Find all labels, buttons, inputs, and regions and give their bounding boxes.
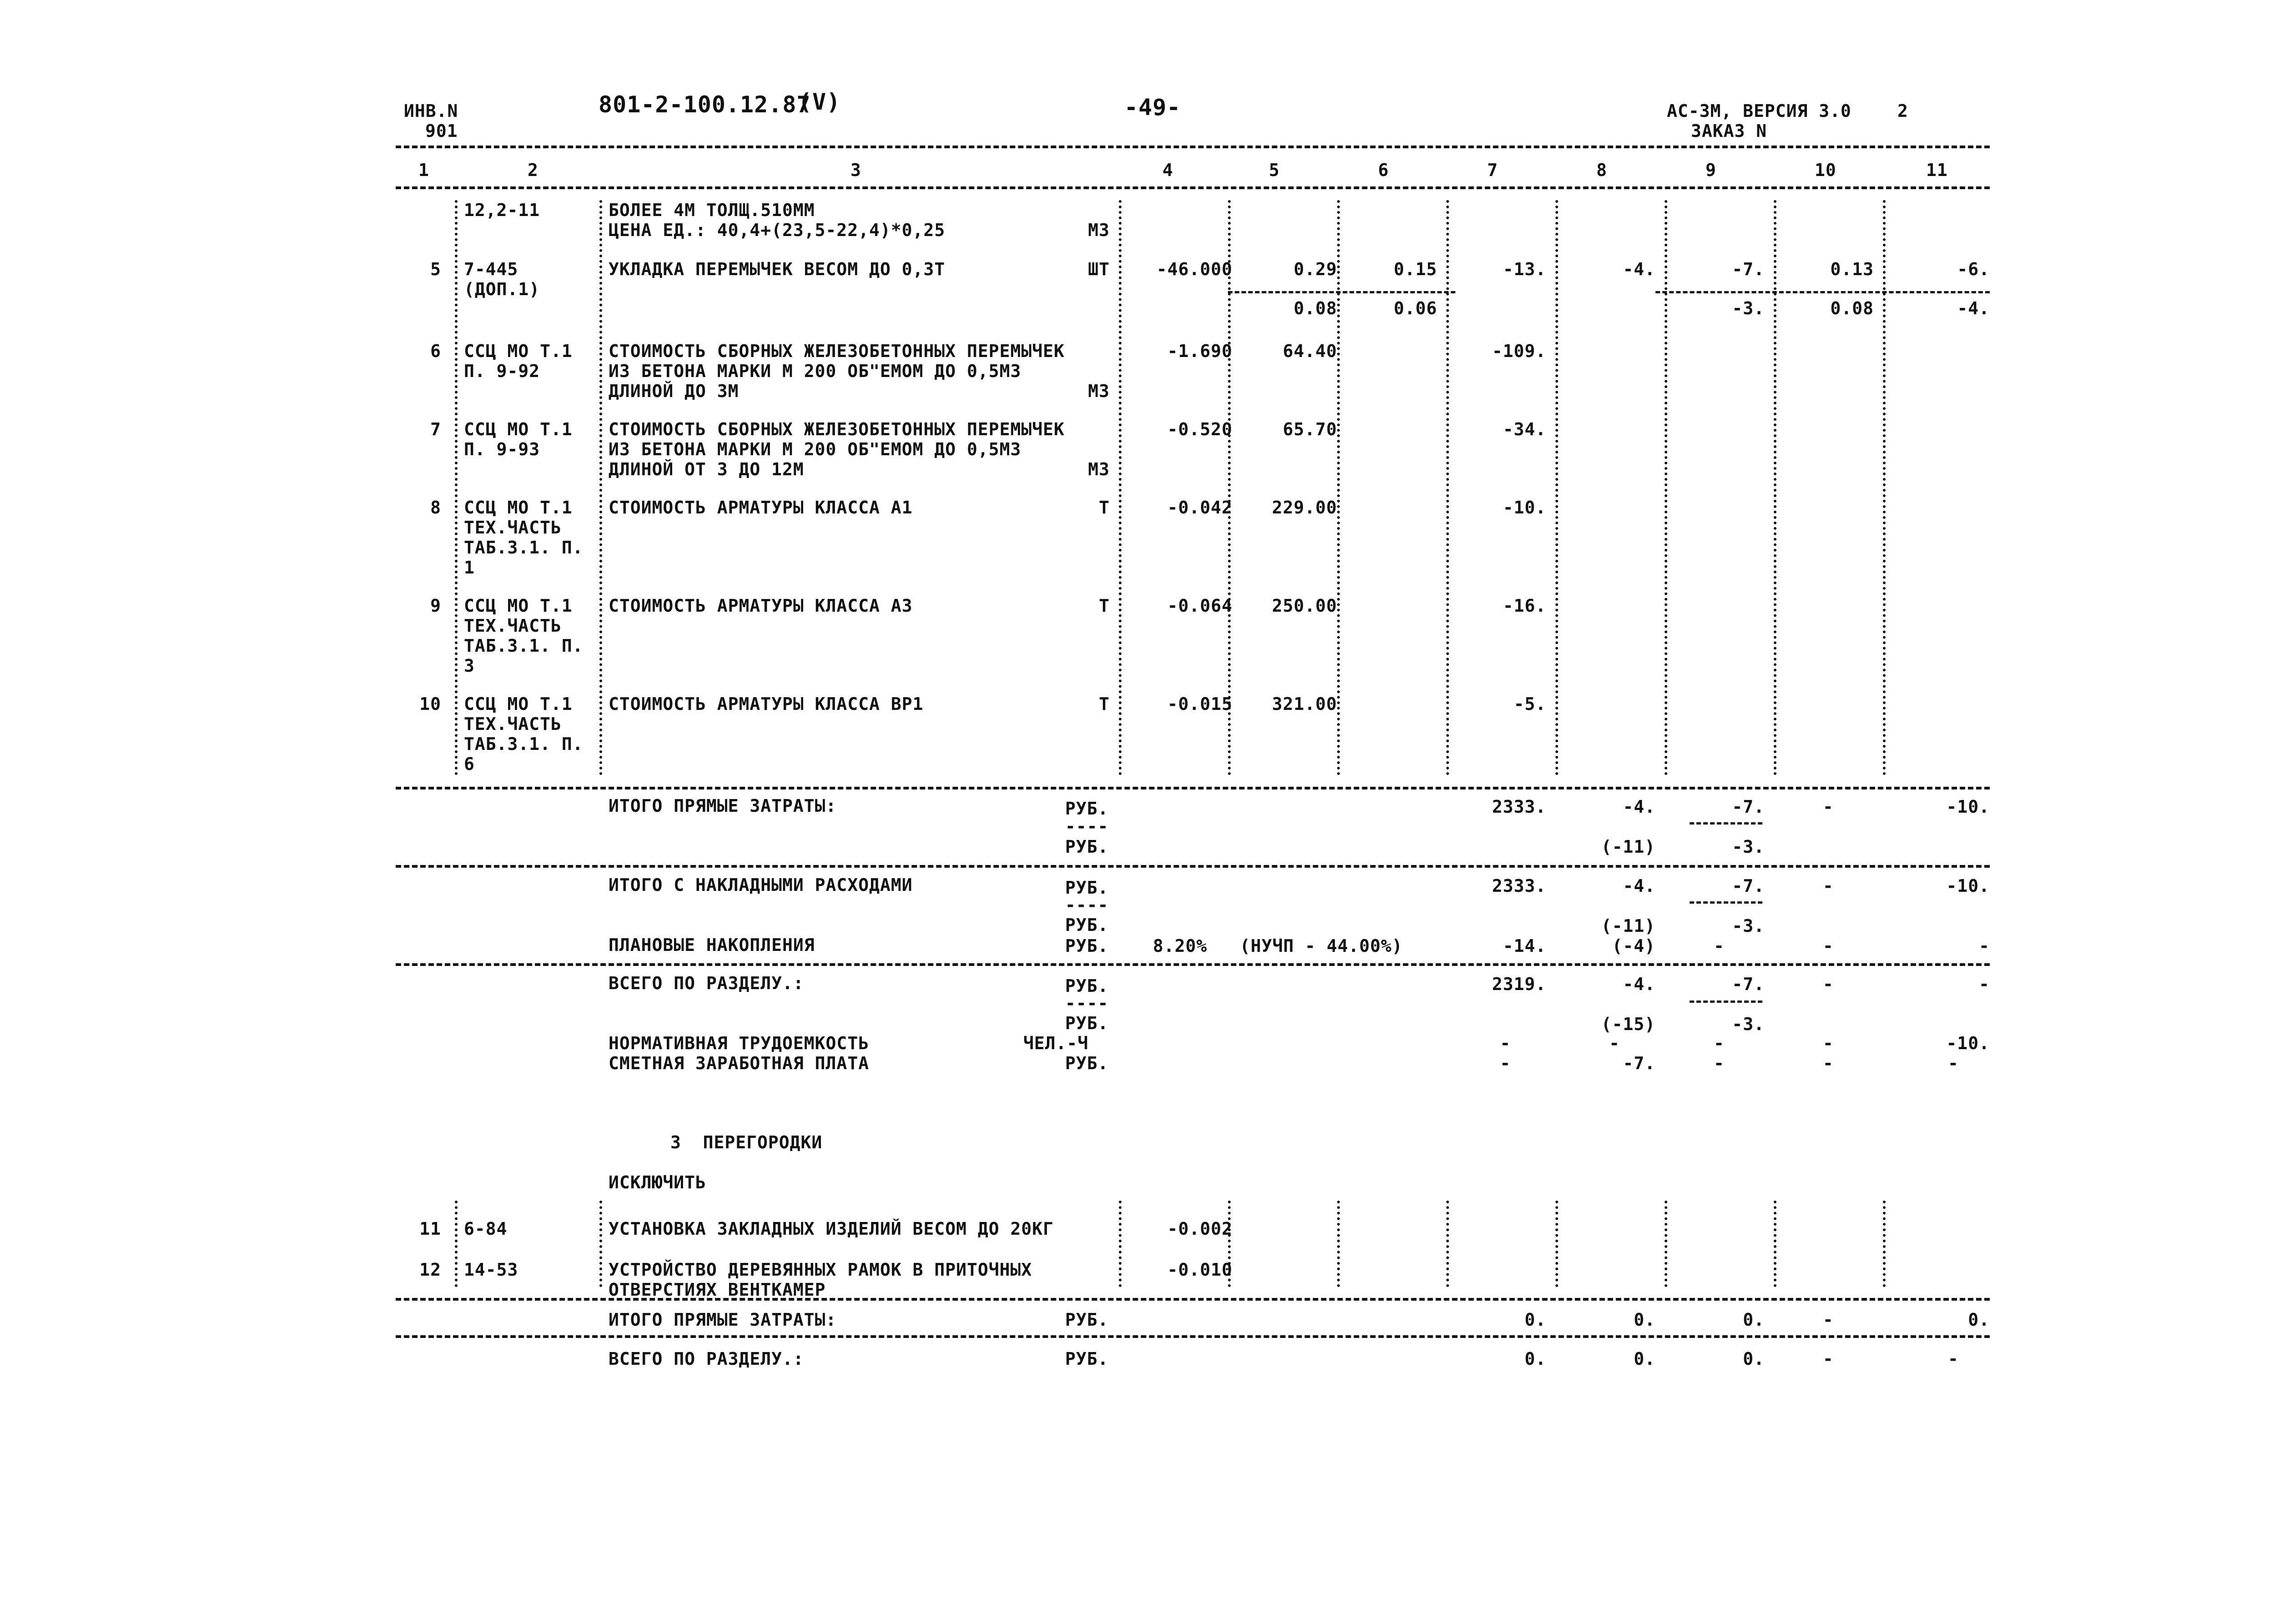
wage-unit: РУБ. <box>1065 1053 1109 1073</box>
wage-c7: - <box>1500 1053 1511 1073</box>
row-code-line: ТЕХ.ЧАСТЬ <box>464 714 562 734</box>
wage-c10: - <box>1823 1053 1834 1073</box>
total-direct-c11: -10. <box>1946 797 1990 817</box>
row-value-c4: -0.520 <box>1167 419 1233 439</box>
subrule-section <box>1690 1001 1762 1003</box>
total-overhead-c9: -7. <box>1732 876 1765 896</box>
total-overhead-c11: -10. <box>1946 876 1990 896</box>
column-separator-1 <box>455 200 458 775</box>
section-total-c9: -7. <box>1732 974 1765 994</box>
row-code-line: 1 <box>464 558 475 578</box>
row-description-line: ИЗ БЕТОНА МАРКИ М 200 ОБ"ЕМОМ ДО 0,5М3 <box>609 361 1021 381</box>
section-total-c9b: -3. <box>1732 1014 1765 1034</box>
row-description-line: ДЛИНОЙ ДО 3М <box>609 381 739 401</box>
s3-column-separator-3 <box>1119 1201 1122 1287</box>
s3-row-code: 6-84 <box>464 1219 508 1239</box>
s3-direct-c11: 0. <box>1968 1310 1990 1330</box>
row-value-c5: 64.40 <box>1283 341 1337 361</box>
row-code-line: П. 9-93 <box>464 439 540 459</box>
row-code-line: ТАБ.3.1. П. <box>464 636 584 656</box>
row-value-c5: 0.08 <box>1293 298 1337 318</box>
row-unit: М3 <box>1088 381 1110 401</box>
row-number: 10 <box>419 694 441 714</box>
s3-row-description-line: УСТРОЙСТВО ДЕРЕВЯННЫХ РАМОК В ПРИТОЧНЫХ <box>609 1260 1032 1280</box>
row-value-c5: 321.00 <box>1272 694 1337 714</box>
s3-column-separator-1 <box>455 1201 458 1287</box>
row-code-line: ТЕХ.ЧАСТЬ <box>464 616 562 636</box>
s3-row-value-c4: -0.010 <box>1167 1260 1233 1280</box>
row-description-line: СТОИМОСТЬ АРМАТУРЫ КЛАССА А3 <box>609 596 913 616</box>
section-total-unit-2: РУБ. <box>1065 1013 1109 1033</box>
section-total-c8: -4. <box>1623 974 1655 994</box>
column-number-7: 7 <box>1487 160 1498 180</box>
rule-after-planned <box>396 963 1990 966</box>
inventory-label: ИНВ.N <box>404 101 458 121</box>
s3-row-description-line: УСТАНОВКА ЗАКЛАДНЫХ ИЗДЕЛИЙ ВЕСОМ ДО 20КГ <box>609 1219 1054 1239</box>
planned-savings-c8: (-4) <box>1612 936 1655 956</box>
row-code-line: 3 <box>464 656 475 676</box>
rule-after-direct <box>396 865 1990 868</box>
s3-direct-unit: РУБ. <box>1065 1310 1109 1330</box>
row-value-c7: -5. <box>1514 694 1546 714</box>
s3-direct-c7: 0. <box>1524 1310 1546 1330</box>
rule-header <box>396 186 1990 189</box>
program-name: АС-3М, ВЕРСИЯ 3.0 <box>1667 101 1851 121</box>
s3-column-separator-5 <box>1337 1201 1340 1287</box>
total-direct-c8b: (-11) <box>1601 837 1655 857</box>
total-direct-c9: -7. <box>1732 797 1765 817</box>
row-value-c10: 0.08 <box>1830 298 1874 318</box>
planned-savings-c7: -14. <box>1503 936 1546 956</box>
total-direct-dashes: ---- <box>1065 816 1109 836</box>
row-value-c5: 65.70 <box>1283 419 1337 439</box>
row-value-c4: -46.000 <box>1156 259 1233 279</box>
row-description-line: ИЗ БЕТОНА МАРКИ М 200 ОБ"ЕМОМ ДО 0,5М3 <box>609 439 1021 459</box>
s3-row-value-c4: -0.002 <box>1167 1219 1233 1239</box>
total-overhead-c8: -4. <box>1623 876 1655 896</box>
s3-column-separator-10 <box>1883 1201 1886 1287</box>
row-value-c9: -7. <box>1732 259 1765 279</box>
row-code-line: ТЕХ.ЧАСТЬ <box>464 518 562 538</box>
column-separator-9 <box>1774 200 1776 775</box>
row-unit: М3 <box>1088 459 1110 479</box>
column-separator-5 <box>1337 200 1340 775</box>
row-value-c6: 0.15 <box>1394 259 1437 279</box>
row-value-c4: -0.015 <box>1167 694 1233 714</box>
row-code-line: ССЦ МО Т.1 <box>464 341 573 361</box>
planned-savings-unit: РУБ. <box>1065 936 1109 956</box>
total-overhead-unit: РУБ. <box>1065 878 1109 898</box>
section-total-unit: РУБ. <box>1065 976 1109 996</box>
total-overhead-label: ИТОГО С НАКЛАДНЫМИ РАСХОДАМИ <box>609 875 913 895</box>
planned-savings-c11: - <box>1979 936 1990 956</box>
row-code-line: ССЦ МО Т.1 <box>464 419 573 439</box>
total-overhead-dashes: ---- <box>1065 895 1109 915</box>
subrule-overhead <box>1690 901 1762 904</box>
wage-c11: - <box>1948 1053 1959 1073</box>
rule-top <box>396 146 1990 148</box>
rule-s3-a <box>396 1298 1990 1301</box>
column-separator-8 <box>1665 200 1667 775</box>
column-number-4: 4 <box>1162 160 1173 180</box>
section3-exclude: ИСКЛЮЧИТЬ <box>609 1172 706 1192</box>
s3-row-number: 11 <box>419 1219 441 1239</box>
row-value-c7: -13. <box>1503 259 1546 279</box>
row-value-c4: -0.042 <box>1167 498 1233 518</box>
row-value-c8: -4. <box>1623 259 1655 279</box>
column-number-6: 6 <box>1378 160 1389 180</box>
s3-section-c7: 0. <box>1524 1349 1546 1369</box>
total-overhead-unit-2: РУБ. <box>1065 915 1109 935</box>
row-unit: Т <box>1099 596 1110 616</box>
column-number-10: 10 <box>1815 160 1836 180</box>
total-direct-unit: РУБ. <box>1065 799 1109 819</box>
row-number: 7 <box>430 419 441 439</box>
rule-after-rows <box>396 787 1990 789</box>
subrule-row5-b <box>1655 291 1990 293</box>
section-total-dashes: ---- <box>1065 993 1109 1013</box>
row-description-line: ЦЕНА ЕД.: 40,4+(23,5-22,4)*0,25 <box>609 220 946 240</box>
s3-direct-c8: 0. <box>1634 1310 1655 1330</box>
planned-savings-label: ПЛАНОВЫЕ НАКОПЛЕНИЯ <box>609 935 815 955</box>
row-value-c9: -3. <box>1732 298 1765 318</box>
planned-savings-c9: - <box>1714 936 1725 956</box>
row-description-line: УКЛАДКА ПЕРЕМЫЧЕК ВЕСОМ ДО 0,3Т <box>609 259 946 279</box>
wage-c9: - <box>1714 1053 1725 1073</box>
row-code-line: ТАБ.3.1. П. <box>464 538 584 558</box>
labor-c7: - <box>1500 1033 1511 1053</box>
labor-c11: -10. <box>1946 1033 1990 1053</box>
total-direct-c10: - <box>1823 797 1834 817</box>
s3-section-c8: 0. <box>1634 1349 1655 1369</box>
section-total-label: ВСЕГО ПО РАЗДЕЛУ.: <box>609 973 804 993</box>
row-value-c7: -34. <box>1503 419 1546 439</box>
total-direct-c8: -4. <box>1623 797 1655 817</box>
row-value-c4: -0.064 <box>1167 596 1233 616</box>
section3-title: 3 ПЕРЕГОРОДКИ <box>670 1132 823 1152</box>
rule-s3-b <box>396 1335 1990 1338</box>
planned-savings-c10: - <box>1823 936 1834 956</box>
labor-unit: ЧЕЛ.-Ч <box>1023 1033 1089 1053</box>
column-separator-6 <box>1446 200 1449 775</box>
column-number-11: 11 <box>1926 160 1948 180</box>
s3-section-c10: - <box>1823 1349 1834 1369</box>
s3-row-code: 14-53 <box>464 1260 518 1280</box>
labor-c9: - <box>1714 1033 1725 1053</box>
row-unit: Т <box>1099 694 1110 714</box>
column-separator-4 <box>1228 200 1231 775</box>
column-number-1: 1 <box>418 160 429 180</box>
labor-label: НОРМАТИВНАЯ ТРУДОЕМКОСТЬ <box>609 1033 870 1053</box>
s3-section-label: ВСЕГО ПО РАЗДЕЛУ.: <box>609 1349 804 1369</box>
column-separator-7 <box>1555 200 1558 775</box>
row-number: 6 <box>430 341 441 361</box>
row-number: 5 <box>430 259 441 279</box>
row-value-c5: 0.29 <box>1293 259 1337 279</box>
document-version: (V) <box>798 89 841 115</box>
total-direct-unit-2: РУБ. <box>1065 837 1109 857</box>
page-number: -49- <box>1124 94 1181 121</box>
row-value-c6: 0.06 <box>1394 298 1437 318</box>
column-separator-2 <box>599 200 602 775</box>
inventory-number: 901 <box>425 121 458 141</box>
order-number: ЗАКАЗ N <box>1691 121 1767 141</box>
s3-direct-label: ИТОГО ПРЯМЫЕ ЗАТРАТЫ: <box>609 1310 837 1330</box>
s3-section-unit: РУБ. <box>1065 1349 1109 1369</box>
row-number: 8 <box>430 498 441 518</box>
row-value-c7: -109. <box>1492 341 1546 361</box>
program-page: 2 <box>1897 101 1908 121</box>
section-total-c8b: (-15) <box>1601 1014 1655 1034</box>
subrule-row5-a <box>1228 291 1455 293</box>
s3-direct-c9: 0. <box>1743 1310 1765 1330</box>
s3-direct-c10: - <box>1823 1310 1834 1330</box>
wage-label: СМЕТНАЯ ЗАРАБОТНАЯ ПЛАТА <box>609 1053 870 1073</box>
row-code-line: ТАБ.3.1. П. <box>464 734 584 754</box>
row-description-line: СТОИМОСТЬ СБОРНЫХ ЖЕЛЕЗОБЕТОННЫХ ПЕРЕМЫЧЕК <box>609 341 1065 361</box>
row-unit: М3 <box>1088 220 1110 240</box>
s3-section-c9: 0. <box>1743 1349 1765 1369</box>
section-total-c11: - <box>1979 974 1990 994</box>
labor-c8: - <box>1609 1033 1620 1053</box>
row-code-line: ССЦ МО Т.1 <box>464 694 573 714</box>
row-code-line: ССЦ МО Т.1 <box>464 596 573 616</box>
row-code-line: П. 9-92 <box>464 361 540 381</box>
row-value-c10: 0.13 <box>1830 259 1874 279</box>
row-number: 9 <box>430 596 441 616</box>
row-value-c11: -4. <box>1957 298 1990 318</box>
s3-column-separator-9 <box>1774 1201 1776 1287</box>
row-value-c4: -1.690 <box>1167 341 1233 361</box>
column-separator-10 <box>1883 200 1886 775</box>
s3-column-separator-4 <box>1228 1201 1231 1287</box>
total-direct-label: ИТОГО ПРЯМЫЕ ЗАТРАТЫ: <box>609 796 837 816</box>
row-description-line: СТОИМОСТЬ СБОРНЫХ ЖЕЛЕЗОБЕТОННЫХ ПЕРЕМЫЧЕК <box>609 419 1065 439</box>
wage-c8: -7. <box>1623 1053 1655 1073</box>
labor-c10: - <box>1823 1033 1834 1053</box>
s3-column-separator-2 <box>599 1201 602 1287</box>
column-number-5: 5 <box>1269 160 1280 180</box>
row-code-line: 7-445 <box>464 259 518 279</box>
column-number-3: 3 <box>850 160 861 180</box>
s3-column-separator-7 <box>1555 1201 1558 1287</box>
row-value-c7: -16. <box>1503 596 1546 616</box>
column-number-2: 2 <box>528 160 538 180</box>
s3-column-separator-8 <box>1665 1201 1667 1287</box>
row-value-c5: 229.00 <box>1272 498 1337 518</box>
total-overhead-c8b: (-11) <box>1601 916 1655 936</box>
planned-savings-note: 8.20% (НУЧП - 44.00%) <box>1153 936 1403 956</box>
row-code-line: 12,2-11 <box>464 200 540 220</box>
row-description-line: ДЛИНОЙ ОТ 3 ДО 12М <box>609 459 804 479</box>
row-unit: ШТ <box>1088 259 1110 279</box>
column-separator-3 <box>1119 200 1122 775</box>
total-direct-c9b: -3. <box>1732 837 1765 857</box>
column-number-9: 9 <box>1706 160 1716 180</box>
document-code: 801-2-100.12.87 <box>599 91 811 118</box>
row-description-line: БОЛЕЕ 4М ТОЛЩ.510ММ <box>609 200 815 220</box>
section-total-c7: 2319. <box>1492 974 1546 994</box>
total-overhead-c10: - <box>1823 876 1834 896</box>
total-overhead-c7: 2333. <box>1492 876 1546 896</box>
row-code-line: (ДОП.1) <box>464 279 540 299</box>
column-number-8: 8 <box>1596 160 1607 180</box>
row-code-line: ССЦ МО Т.1 <box>464 498 573 518</box>
total-overhead-c9b: -3. <box>1732 916 1765 936</box>
s3-row-description-line: ОТВЕРСТИЯХ ВЕНТКАМЕР <box>609 1280 826 1300</box>
row-description-line: СТОИМОСТЬ АРМАТУРЫ КЛАССА А1 <box>609 498 913 518</box>
row-value-c5: 250.00 <box>1272 596 1337 616</box>
row-description-line: СТОИМОСТЬ АРМАТУРЫ КЛАССА ВР1 <box>609 694 924 714</box>
section-total-c10: - <box>1823 974 1834 994</box>
total-direct-c7: 2333. <box>1492 797 1546 817</box>
row-value-c7: -10. <box>1503 498 1546 518</box>
s3-section-c11: - <box>1948 1349 1959 1369</box>
row-value-c11: -6. <box>1957 259 1990 279</box>
subrule-direct <box>1690 822 1762 825</box>
row-code-line: 6 <box>464 754 475 774</box>
s3-row-number: 12 <box>419 1260 441 1280</box>
row-unit: Т <box>1099 498 1110 518</box>
s3-column-separator-6 <box>1446 1201 1449 1287</box>
